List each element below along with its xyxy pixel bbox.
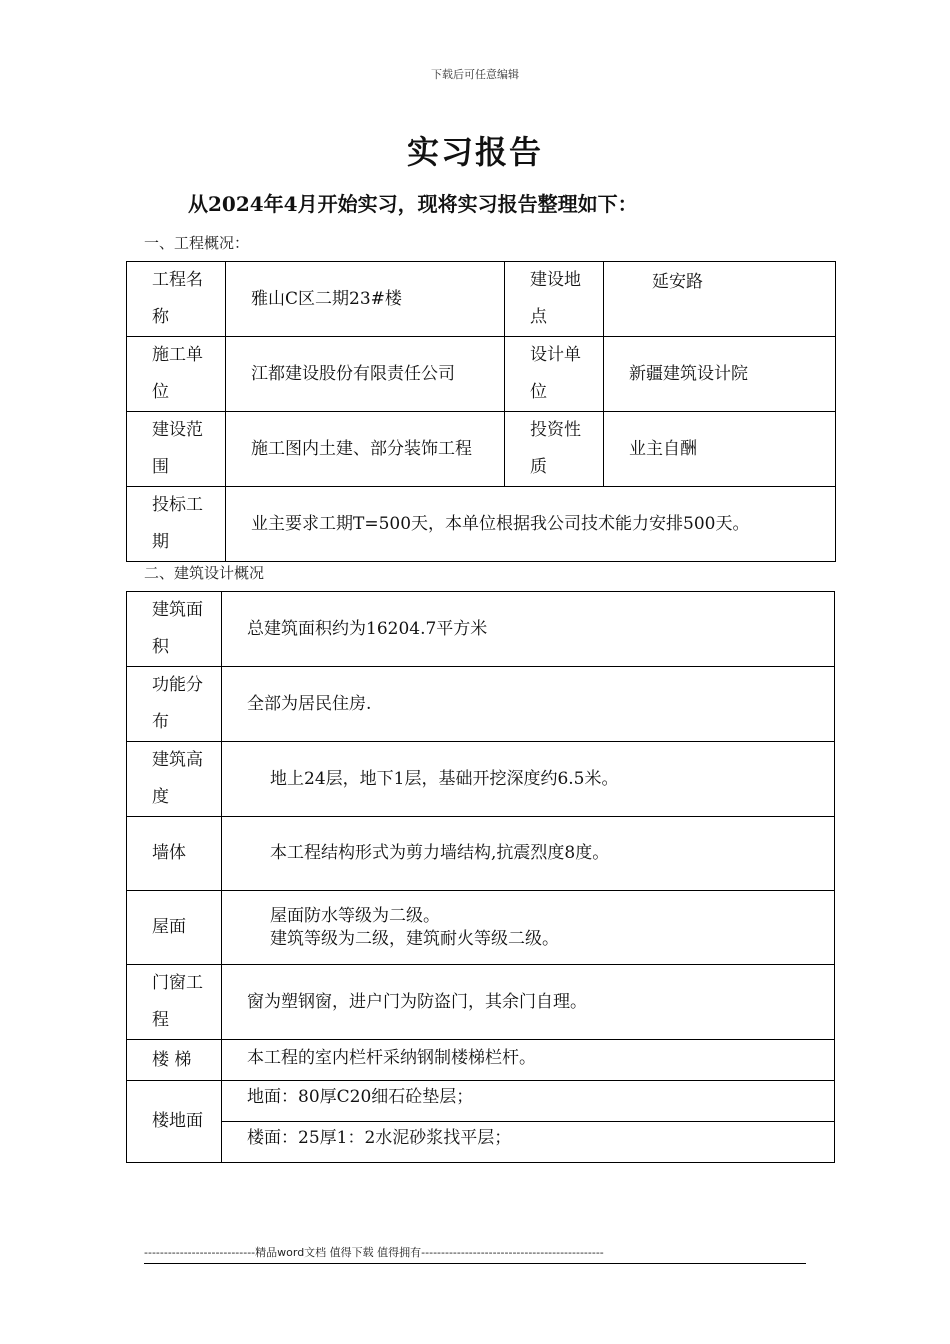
cell-value: 施工图内土建、部分装饰工程 <box>226 412 505 487</box>
cell-value: 雅山C区二期23#楼 <box>226 262 505 337</box>
table-row <box>127 891 835 965</box>
footer-note: ----------------------------精品word文档 值得下载 值得拥有---------------------------------------------- <box>144 1246 604 1259</box>
cell-value: 地上24层，地下1层，基础开挖深度约6.5米。 <box>222 742 835 817</box>
footer-divider <box>144 1263 806 1264</box>
cell-value-line: 建筑等级为二级，建筑耐火等级二级。 <box>270 928 559 949</box>
project-overview-table <box>126 261 836 562</box>
table-row <box>127 1081 835 1122</box>
cell-value-line: 屋面防水等级为二级。 <box>270 905 440 926</box>
cell-label: 设计单位 <box>505 337 604 412</box>
cell-label: 建筑面积 <box>127 592 222 667</box>
cell-value <box>222 891 835 965</box>
section-heading-design: 二、建筑设计概况 <box>144 564 265 582</box>
cell-value: 本工程的室内栏杆采纳钢制楼梯栏杆。 <box>222 1040 835 1081</box>
cell-label: 建筑高度 <box>127 742 222 817</box>
table-row <box>127 965 835 1040</box>
cell-label: 楼 梯 <box>127 1040 222 1081</box>
cell-value: 延安路 <box>604 262 836 337</box>
cell-label: 施工单位 <box>127 337 226 412</box>
table-row <box>127 262 836 337</box>
cell-value: 业主自酬 <box>604 412 836 487</box>
cell-value: 楼面：25厚1：2水泥砂浆找平层； <box>222 1122 835 1163</box>
table-row <box>127 592 835 667</box>
cell-value: 全部为居民住房. <box>222 667 835 742</box>
cell-label: 建设范围 <box>127 412 226 487</box>
cell-label: 工程名称 <box>127 262 226 337</box>
section-heading-overview: 一、工程概况： <box>144 234 250 252</box>
cell-value: 新疆建筑设计院 <box>604 337 836 412</box>
cell-value: 业主要求工期T=500天，本单位根据我公司技术能力安排500天。 <box>226 487 836 562</box>
table-row <box>127 1040 835 1081</box>
cell-label: 投标工期 <box>127 487 226 562</box>
design-overview-table <box>126 591 835 1163</box>
cell-label: 建设地点 <box>505 262 604 337</box>
cell-label: 屋面 <box>127 891 222 965</box>
header-note: 下载后可任意编辑 <box>431 68 519 81</box>
cell-value: 地面：80厚C20细石砼垫层； <box>222 1081 835 1122</box>
table-row <box>127 412 836 487</box>
cell-value: 总建筑面积约为16204.7平方米 <box>222 592 835 667</box>
cell-label: 墙体 <box>127 817 222 891</box>
table-row <box>127 817 835 891</box>
cell-label: 功能分布 <box>127 667 222 742</box>
table-row <box>127 742 835 817</box>
table-row <box>127 667 835 742</box>
table-row <box>127 487 836 562</box>
page-title: 实习报告 <box>406 133 543 171</box>
cell-label: 投资性质 <box>505 412 604 487</box>
cell-label: 楼地面 <box>127 1081 222 1163</box>
page-subtitle: 从2024年4月开始实习，现将实习报告整理如下： <box>188 192 638 216</box>
cell-value: 窗为塑钢窗，进户门为防盗门，其余门自理。 <box>222 965 835 1040</box>
cell-value: 本工程结构形式为剪力墙结构,抗震烈度8度。 <box>222 817 835 891</box>
table-row <box>127 1122 835 1163</box>
cell-label: 门窗工程 <box>127 965 222 1040</box>
table-row <box>127 337 836 412</box>
cell-value: 江都建设股份有限责任公司 <box>226 337 505 412</box>
